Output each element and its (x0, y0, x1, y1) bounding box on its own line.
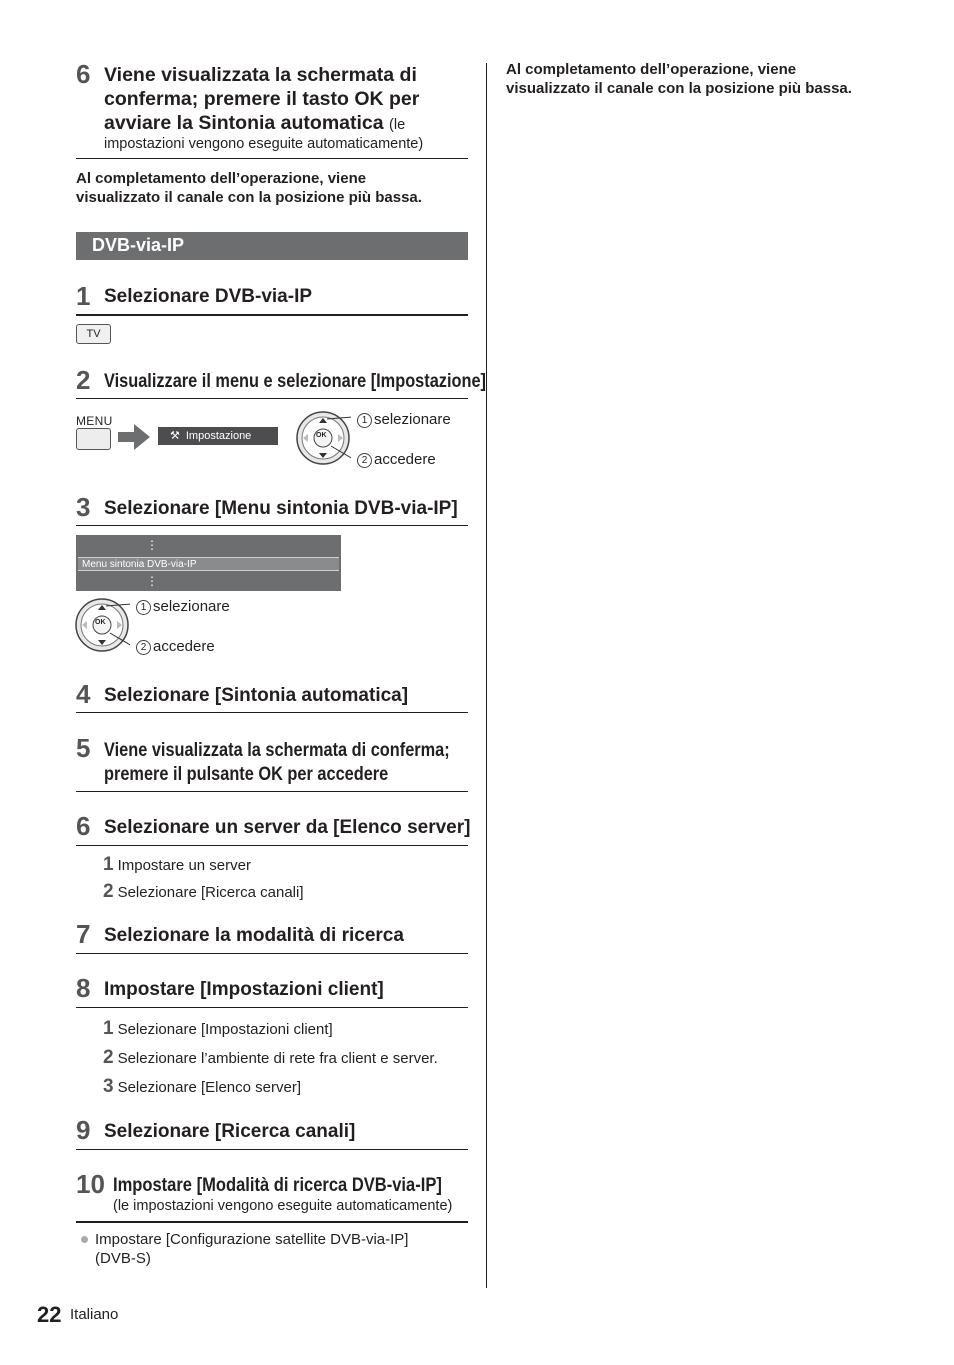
step-number: 10 (76, 1169, 105, 1199)
menu-key-label: MENU (76, 414, 113, 428)
divider (76, 525, 468, 526)
step-heading: Selezionare [Menu sintonia DVB-via-IP] (104, 498, 458, 519)
menu-screen (76, 535, 341, 591)
step-number: 6 (76, 59, 91, 89)
sub-step: 2 Selezionare l’ambiente di rete fra client e server. (103, 1047, 438, 1068)
step-heading: Impostare [Impostazioni client] (104, 979, 384, 1000)
step-number: 4 (76, 679, 91, 709)
section-title: DVB-via-IP (92, 235, 185, 255)
step-heading: Viene visualizzata la schermata di conferma; premere il tasto OK per avviare la Sintonia automatica (le (104, 64, 420, 134)
step-heading: Selezionare DVB-via-IP (104, 286, 313, 307)
step-heading: Visualizzare il menu e selezionare [Impostazione] (104, 371, 487, 392)
menu-dots: ⋮ (146, 538, 158, 552)
sub-step: 2 Selezionare [Ricerca canali] (103, 881, 304, 902)
divider (76, 845, 468, 846)
footer-language: Italiano (70, 1306, 119, 1323)
step-number: 8 (76, 973, 91, 1003)
step-number: 1 (76, 281, 91, 311)
select-annotation: 1 selezionare (357, 410, 451, 429)
divider (76, 953, 468, 954)
step-number: 5 (76, 733, 91, 763)
menu-key (76, 428, 111, 450)
divider (76, 1007, 468, 1008)
step-number: 6 (76, 811, 91, 841)
menu-dots: ⋮ (146, 574, 158, 588)
enter-annotation: 2 accedere (357, 450, 436, 469)
divider (76, 158, 468, 159)
completion-note: Al completamento dell’operazione, viene visualizzato il canale con la posizione più bassa. (506, 61, 852, 97)
page-number: 22 (37, 1302, 62, 1327)
divider (76, 398, 468, 399)
select-annotation: 1 selezionare (136, 597, 230, 616)
column-divider (486, 63, 487, 1288)
enter-annotation: 2 accedere (136, 637, 215, 656)
step-heading: Viene visualizzata la schermata di conferma; premere il pulsante OK per accedere (104, 740, 450, 785)
step-heading: Selezionare un server da [Elenco server] (104, 817, 471, 838)
step-heading: Selezionare [Sintonia automatica] (104, 685, 409, 706)
divider (76, 1221, 468, 1223)
step-heading: Impostare [Modalità di ricerca DVB-via-IP] (113, 1175, 442, 1196)
sub-step: 1 Impostare un server (103, 854, 251, 875)
bullet-icon (81, 1236, 88, 1243)
divider (76, 791, 468, 792)
arrow-right-icon (118, 424, 150, 450)
section-bar (76, 232, 468, 260)
divider (76, 314, 468, 316)
sub-step: 3 Selezionare [Elenco server] (103, 1076, 302, 1097)
step-heading: Selezionare la modalità di ricerca (104, 925, 404, 946)
divider (76, 1149, 468, 1150)
step-number: 3 (76, 492, 91, 522)
divider (76, 712, 468, 713)
step-note: (le impostazioni vengono eseguite automaticamente) (113, 1198, 453, 1214)
completion-note: Al completamento dell’operazione, viene visualizzato il canale con la posizione più bassa. (76, 170, 422, 206)
step-number: 7 (76, 919, 91, 949)
ok-label: OK (95, 619, 106, 626)
bullet-text: Impostare [Configurazione satellite DVB-via-IP] (DVB-S) (95, 1231, 409, 1267)
sub-step: 1 Selezionare [Impostazioni client] (103, 1018, 333, 1039)
step-number: 2 (76, 365, 91, 395)
menu-item-impostazione: ⚒ Impostazione (158, 427, 278, 445)
tv-key: TV (76, 324, 111, 344)
step-number: 9 (76, 1115, 91, 1145)
menu-row-dvb-via-ip: Menu sintonia DVB-via-IP (78, 557, 339, 571)
wrench-icon: ⚒ (170, 430, 180, 442)
step-note: impostazioni vengono eseguite automaticamente) (104, 136, 424, 152)
ok-label: OK (316, 432, 327, 439)
step-heading: Selezionare [Ricerca canali] (104, 1121, 356, 1142)
